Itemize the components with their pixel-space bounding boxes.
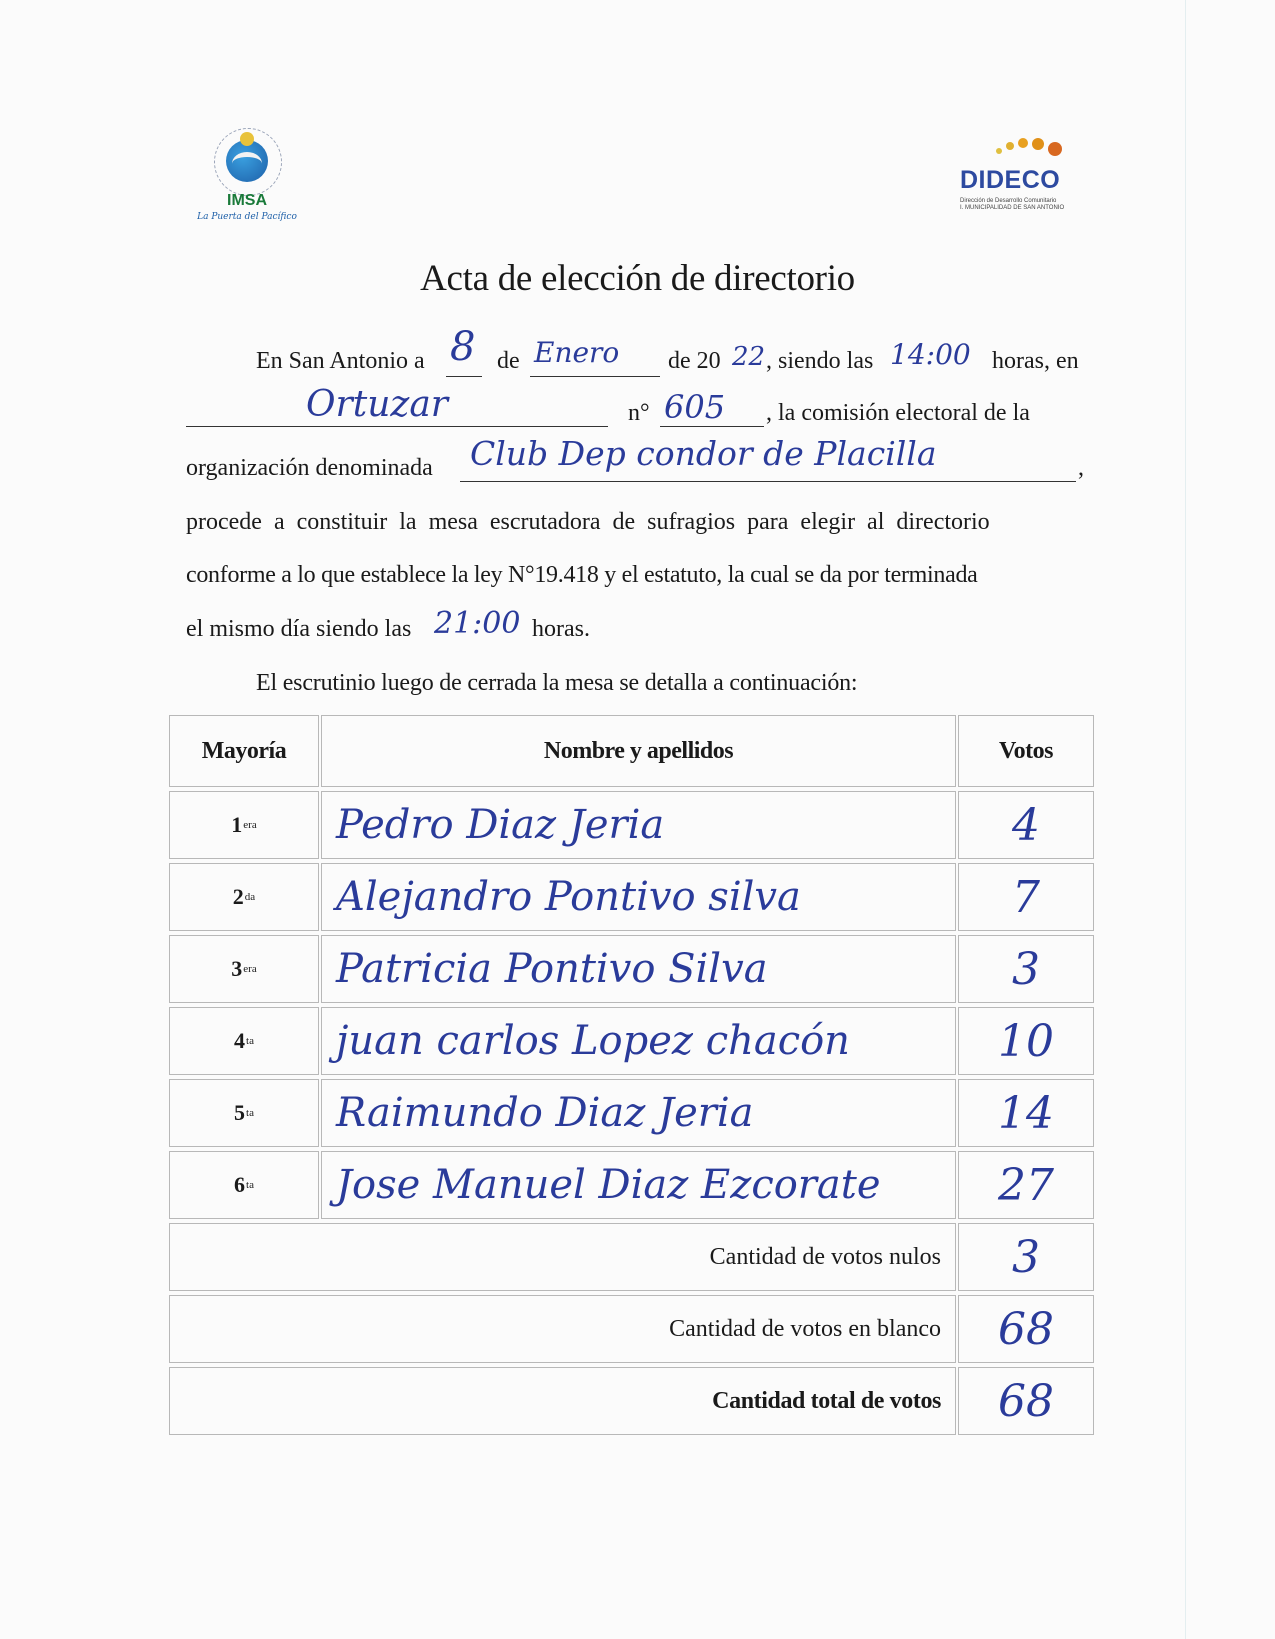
paragraph-text: procede a constituir la mesa escrutadora de sufragios para elegir al directorio bbox=[186, 509, 990, 535]
blank-underline bbox=[530, 376, 660, 377]
paragraph-text: , la comisión electoral de la bbox=[766, 400, 1030, 426]
table-row-name: Raimundo Diaz Jeria bbox=[321, 1079, 956, 1147]
paragraph-text: organización denominada bbox=[186, 455, 433, 481]
total-votes-value: 68 bbox=[958, 1367, 1094, 1435]
paragraph-text: , bbox=[1078, 455, 1084, 481]
table-row-rank bbox=[169, 935, 319, 1003]
paragraph-text: el mismo día siendo las bbox=[186, 616, 412, 642]
imsa-logo-name: IMSA bbox=[227, 192, 267, 209]
header-votes: Votos bbox=[958, 715, 1094, 787]
dideco-logo-name: DIDECO bbox=[960, 166, 1061, 194]
table-row-votes: 4 bbox=[958, 791, 1094, 859]
handwritten-number: 605 bbox=[664, 388, 726, 426]
null-votes-label: Cantidad de votos nulos bbox=[169, 1223, 956, 1291]
paragraph-text: , siendo las bbox=[766, 348, 874, 374]
table-row-name: Jose Manuel Diaz Ezcorate bbox=[321, 1151, 956, 1219]
rank-number: 1 bbox=[231, 812, 243, 837]
header-rank: Mayoría bbox=[169, 715, 319, 787]
dideco-dot-icon bbox=[1032, 138, 1044, 150]
table-row-votes: 3 bbox=[958, 935, 1094, 1003]
handwritten-month: Enero bbox=[534, 336, 620, 369]
paragraph-text: horas, en bbox=[992, 348, 1079, 374]
dideco-subtitle-line: Dirección de Desarrollo Comunitario bbox=[960, 198, 1057, 204]
rank-number: 2 bbox=[232, 884, 244, 909]
table-row-votes: 7 bbox=[958, 863, 1094, 931]
rank-suffix: era bbox=[243, 963, 257, 975]
blank-underline bbox=[186, 426, 608, 427]
paragraph-text: n° bbox=[628, 400, 650, 426]
handwritten-start-time: 14:00 bbox=[890, 338, 971, 371]
table-row-name: Pedro Diaz Jeria bbox=[321, 791, 956, 859]
rank-suffix: da bbox=[244, 891, 256, 903]
handwritten-organization: Club Dep condor de Placilla bbox=[470, 434, 937, 473]
rank-number: 6 bbox=[234, 1172, 246, 1197]
table-row-rank bbox=[169, 1007, 319, 1075]
rank-number: 4 bbox=[234, 1028, 246, 1053]
dideco-dot-icon bbox=[1048, 142, 1062, 156]
table-row-rank bbox=[169, 1079, 319, 1147]
imsa-logo-tagline: La Puerta del Pacífico bbox=[197, 212, 297, 222]
rank-suffix: ta bbox=[246, 1179, 254, 1191]
handwritten-day: 8 bbox=[450, 324, 476, 370]
dideco-dot-icon bbox=[996, 148, 1002, 154]
imsa-wave-icon bbox=[232, 152, 262, 175]
paragraph-text: de bbox=[497, 348, 520, 374]
rank-suffix: ta bbox=[246, 1035, 254, 1047]
imsa-sun-icon bbox=[240, 132, 254, 146]
table-row-rank bbox=[169, 863, 319, 931]
dideco-dot-icon bbox=[1006, 142, 1014, 150]
blank-underline bbox=[446, 376, 482, 377]
rank-number: 5 bbox=[234, 1100, 246, 1125]
table-row-rank bbox=[169, 1151, 319, 1219]
table-row-name: Alejandro Pontivo silva bbox=[321, 863, 956, 931]
blank-votes-value: 68 bbox=[958, 1295, 1094, 1363]
total-votes-label: Cantidad total de votos bbox=[169, 1367, 956, 1435]
document-title: Acta de elección de directorio bbox=[420, 257, 855, 299]
dideco-logo-subtitle bbox=[960, 198, 1084, 212]
table-row-rank bbox=[169, 791, 319, 859]
rank-suffix: era bbox=[243, 819, 257, 831]
paragraph-text: En San Antonio a bbox=[256, 348, 425, 374]
blank-votes-label: Cantidad de votos en blanco bbox=[169, 1295, 956, 1363]
null-votes-value: 3 bbox=[958, 1223, 1094, 1291]
handwritten-street: Ortuzar bbox=[306, 384, 449, 425]
table-row-votes: 27 bbox=[958, 1151, 1094, 1219]
rank-number: 3 bbox=[231, 956, 243, 981]
table-row-votes: 14 bbox=[958, 1079, 1094, 1147]
scan-edge-line bbox=[1185, 0, 1186, 1639]
handwritten-end-time: 21:00 bbox=[434, 606, 521, 641]
dideco-logo bbox=[960, 134, 1080, 214]
handwritten-year-suffix: 22 bbox=[732, 342, 766, 372]
blank-underline bbox=[460, 481, 1076, 482]
table-row-votes: 10 bbox=[958, 1007, 1094, 1075]
table-row-name: Patricia Pontivo Silva bbox=[321, 935, 956, 1003]
rank-suffix: ta bbox=[246, 1107, 254, 1119]
dideco-subtitle-line: I. MUNICIPALIDAD DE SAN ANTONIO bbox=[960, 205, 1065, 211]
table-row-name: juan carlos Lopez chacón bbox=[321, 1007, 956, 1075]
blank-underline bbox=[660, 426, 764, 427]
paragraph-text: horas. bbox=[532, 616, 590, 642]
header-name: Nombre y apellidos bbox=[321, 715, 956, 787]
paragraph-text: El escrutinio luego de cerrada la mesa se detalla a continuación: bbox=[256, 670, 858, 696]
paragraph-text: conforme a lo que establece la ley N°19.418 y el estatuto, la cual se da por terminada bbox=[186, 562, 978, 588]
imsa-logo bbox=[188, 128, 306, 228]
dideco-dot-icon bbox=[1018, 138, 1028, 148]
paragraph-text: de 20 bbox=[668, 348, 721, 374]
